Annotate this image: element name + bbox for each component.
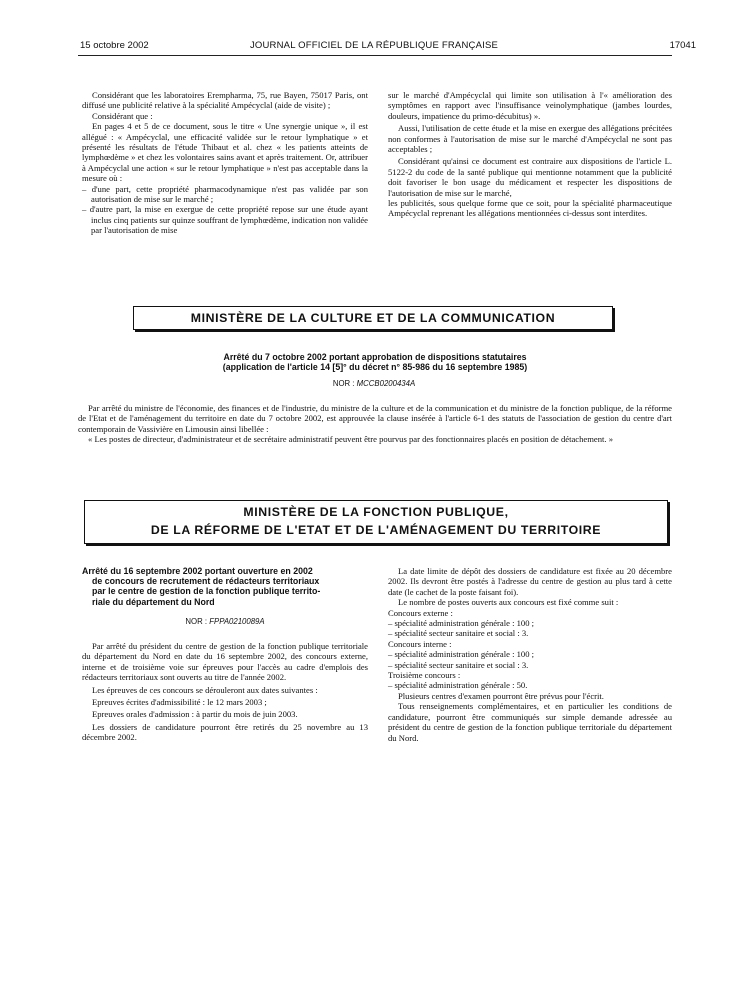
paragraph: Epreuves orales d'admission : à partir du mois de juin 2003. bbox=[92, 709, 298, 720]
ministry-title-line: DE LA RÉFORME DE L'ETAT ET DE L'AMÉNAGEMENT DU TERRITOIRE bbox=[150, 523, 602, 537]
arrete-title-line: riale du département du Nord bbox=[92, 596, 215, 607]
ministry-culture-heading bbox=[133, 306, 613, 330]
paragraph: Considérant que les laboratoires Erempharma, 75, rue Bayen, 75017 Paris, ont diffusé une publicité relative à la spécialité Ampécyclal (aide de visite) ; bbox=[82, 90, 368, 111]
list-item: – d'autre part, la mise en exergue de cette propriété repose sur une étude ayant inclus cinq patients sur quinze souffrant de lymphœdème, indication non validée par l'autorisation de mise bbox=[82, 204, 368, 236]
arrete-title-line: de concours de recrutement de rédacteurs territoriaux bbox=[92, 576, 320, 587]
list-item: – spécialité secteur sanitaire et social : 3. bbox=[388, 628, 529, 639]
paragraph: Concours externe : bbox=[388, 607, 453, 618]
nor-label: NOR : bbox=[332, 379, 355, 388]
arrete-title bbox=[120, 352, 630, 373]
paragraph: Epreuves écrites d'admissibilité : le 12 mars 2003 ; bbox=[92, 697, 267, 708]
paragraph: Tous renseignements complémentaires, et en particulier les conditions de candidature, pourront être communiqués sur simple demande adressée au président du centre de gestion de la fonction publique territoriale du département du Nord. bbox=[388, 701, 672, 743]
arrete-title-line: Arrêté du 7 octobre 2002 portant approbation de dispositions statutaires bbox=[223, 352, 527, 362]
ministry-title-line: MINISTÈRE DE LA FONCTION PUBLIQUE, bbox=[243, 505, 509, 519]
paragraph: Par arrêté du président du centre de gestion de la fonction publique territoriale du département du Nord en date du 16 septembre 2002, des concours externe, interne et de troisième voie sur épreuves pour l'accès au cadre d'emplois des rédacteurs territoriaux sont ouverts au titre de l'année 2002. bbox=[82, 641, 368, 683]
lower-left-column bbox=[82, 641, 368, 743]
ministry-title: MINISTÈRE DE LA CULTURE ET DE LA COMMUNICATION bbox=[190, 311, 556, 325]
lower-right-column bbox=[388, 566, 672, 743]
paragraph: Par arrêté du ministre de l'économie, des finances et de l'industrie, du ministre de la culture et de la communication et du ministre de la fonction publique, de la réforme de l'Etat et de l'aménagement du territoire en date du 7 octobre 2002, est approuvée la clause insérée à l'article 6-1 des statuts de l'association de gestion du centre d'art contemporain de Vassivière en Limousin ainsi libellée : bbox=[78, 403, 672, 434]
arrete-title-line: par le centre de gestion de la fonction publique territo- bbox=[92, 586, 321, 597]
header-rule bbox=[78, 55, 672, 56]
paragraph: les publicités, sous quelque forme que ce soit, pour la spécialité pharmaceutique Ampécyclal reprenant les allégations mentionnées ci-dessus sont interdites. bbox=[388, 198, 672, 219]
paragraph: La date limite de dépôt des dossiers de candidature est fixée au 20 décembre 2002. Ils devront être postés à l'adresse du centre de gestion au plus tard à cette date (le cachet de la poste faisant foi). bbox=[388, 566, 672, 597]
paragraph: Concours interne : bbox=[388, 638, 452, 649]
page-number: 17041 bbox=[669, 40, 696, 51]
arrete-title-line: (application de l'article 14 [5]° du décret n° 85-986 du 16 septembre 1985) bbox=[222, 362, 528, 373]
nor-label: NOR : bbox=[185, 617, 208, 626]
arrete-title-line: Arrêté du 16 septembre 2002 portant ouverture en 2002 bbox=[82, 566, 313, 576]
list-item: – spécialité administration générale : 100 ; bbox=[388, 649, 535, 660]
list-item: – d'une part, cette propriété pharmacodynamique n'est pas validée par son autorisation de mise sur le marché ; bbox=[82, 183, 368, 205]
ministry-fonction-publique-heading bbox=[84, 500, 668, 544]
journal-title: JOURNAL OFFICIEL DE LA RÉPUBLIQUE FRANÇAISE bbox=[249, 40, 499, 51]
header-date: 15 octobre 2002 bbox=[80, 40, 149, 51]
paragraph: Les dossiers de candidature pourront être retirés du 25 novembre au 13 décembre 2002. bbox=[82, 721, 368, 743]
list-item: – spécialité administration générale : 100 ; bbox=[388, 618, 535, 629]
top-right-column bbox=[388, 90, 672, 219]
list-item: – spécialité secteur sanitaire et social : 3. bbox=[388, 659, 529, 670]
paragraph: Aussi, l'utilisation de cette étude et la mise en exergue des allégations précitées non conformes à l'autorisation de mise sur le marché d'Ampécyclal ne sont pas acceptables ; bbox=[388, 123, 672, 155]
paragraph: Considérant que : bbox=[92, 110, 153, 121]
arrete-title bbox=[82, 566, 368, 607]
paragraph: Le nombre de postes ouverts aux concours est fixé comme suit : bbox=[398, 597, 619, 608]
nor-reference bbox=[0, 379, 748, 388]
paragraph: En pages 4 et 5 de ce document, sous le titre « Une synergie unique », il est allégué : « Ampécyclal, une efficacité validée sur le retour lymphatique » et présenté les résultats de l'étude Thibaut et al. chez « les patients atteints de lymphœdème » et chez les volontaires sains avant et après traitement. Or, attribuer à Ampécyclal une action « sur le retour lymphatique » n'est pas acceptable dans la mesure où : bbox=[82, 121, 368, 184]
ministry-culture-body bbox=[78, 403, 672, 445]
paragraph: Troisième concours : bbox=[388, 670, 461, 681]
nor-code: FPPA0210089A bbox=[209, 617, 265, 626]
nor-reference bbox=[82, 617, 368, 626]
paragraph: Considérant qu'ainsi ce document est contraire aux dispositions de l'article L. 5122-2 du code de la santé publique qui mentionne notamment que la publicité doit favoriser le bon usage du médicament et respecter les dispositions de l'autorisation de mise sur le marché, bbox=[388, 156, 672, 198]
top-left-column bbox=[82, 90, 368, 236]
paragraph: sur le marché d'Ampécyclal qui limite son utilisation à l'« amélioration des symptômes en rapport avec l'insuffisance veinolymphatique (jambes lourdes, douleurs, impatience du primo-décubitus) ». bbox=[388, 90, 672, 121]
paragraph: « Les postes de directeur, d'administrateur et de secrétaire administratif peuvent être pourvus par des fonctionnaires placés en position de détachement. » bbox=[88, 434, 613, 445]
nor-code: MCCB0200434A bbox=[356, 379, 416, 388]
list-item: – spécialité administration générale : 50. bbox=[388, 680, 528, 691]
paragraph: Les épreuves de ces concours se dérouleront aux dates suivantes : bbox=[92, 684, 318, 695]
paragraph: Plusieurs centres d'examen pourront être prévus pour l'écrit. bbox=[398, 690, 604, 701]
